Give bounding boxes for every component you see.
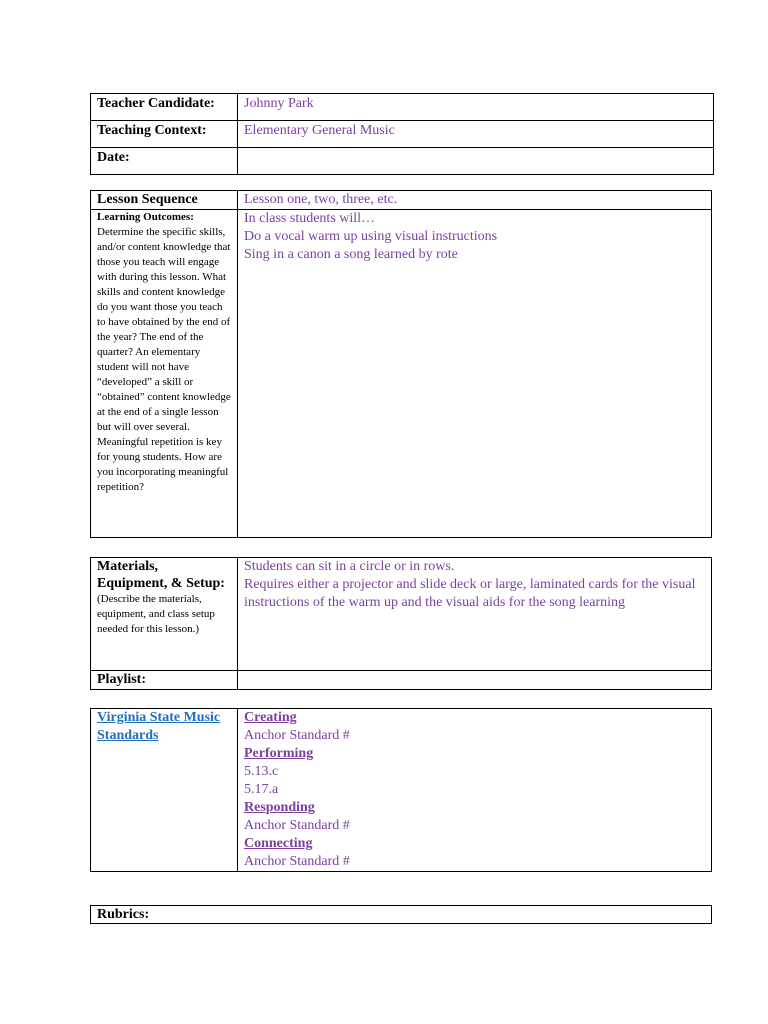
connecting-heading: Connecting: [244, 836, 313, 851]
responding-heading: Responding: [244, 800, 315, 815]
date-label: Date:: [91, 148, 238, 175]
sequence-row: [91, 191, 712, 210]
playlist-value[interactable]: [238, 671, 712, 690]
responding-line: Anchor Standard #: [244, 818, 350, 833]
standards-row: [91, 709, 712, 872]
rubrics-row: [91, 906, 712, 924]
date-value[interactable]: [238, 148, 714, 175]
materials-line: Requires either a projector and slide deck or large, laminated cards for the visual instructions of the warm up and the visual aids for the song learning: [244, 577, 696, 610]
outcomes-value[interactable]: [238, 210, 712, 538]
performing-line: 5.17.a: [244, 782, 279, 797]
performing-heading: Performing: [244, 746, 314, 761]
sequence-value[interactable]: Lesson one, two, three, etc.: [238, 191, 712, 210]
rubrics-table: [90, 905, 712, 924]
lesson-table: [90, 190, 712, 538]
creating-line: Anchor Standard #: [244, 728, 350, 743]
materials-label-cell: [91, 558, 238, 671]
outcomes-label: Learning Outcomes:: [97, 211, 194, 223]
standards-value[interactable]: [238, 709, 712, 872]
outcome-line: Sing in a canon a song learned by rote: [244, 247, 458, 262]
context-row: [91, 121, 714, 148]
performing-line: 5.13.c: [244, 764, 279, 779]
header-table: [90, 93, 714, 175]
outcome-line: Do a vocal warm up using visual instructions: [244, 229, 498, 244]
outcome-line: In class students will…: [244, 211, 376, 226]
materials-line: Students can sit in a circle or in rows.: [244, 559, 455, 574]
outcomes-row: [91, 210, 712, 538]
materials-value[interactable]: [238, 558, 712, 671]
date-row: [91, 148, 714, 175]
outcomes-label-cell: [91, 210, 238, 538]
teacher-row: [91, 94, 714, 121]
materials-row: [91, 558, 712, 671]
teacher-label: Teacher Candidate:: [91, 94, 238, 121]
context-value[interactable]: Elementary General Music: [238, 121, 714, 148]
playlist-label: Playlist:: [91, 671, 238, 690]
materials-label: Materials, Equipment, & Setup:: [97, 559, 225, 591]
teacher-value[interactable]: Johnny Park: [238, 94, 714, 121]
standards-table: [90, 708, 712, 872]
sequence-label: Lesson Sequence: [91, 191, 238, 210]
materials-table: [90, 557, 712, 690]
connecting-line: Anchor Standard #: [244, 854, 350, 869]
standards-label-cell: [91, 709, 238, 872]
virginia-standards-link[interactable]: Virginia State Music Standards: [97, 710, 221, 743]
rubrics-label: Rubrics:: [91, 906, 712, 924]
outcomes-description: Determine the specific skills, and/or content knowledge that those you teach will engage with during this lesson. What skills and content knowledge do you want those you teach to have obtained by the end of the year? The end of the quarter? An elementary student will not have “developed” a skill or “obtained” content knowledge at the end of a single lesson but will over several. Meaningful repetition is key for young students. How are you incorporating meaningful repetition?: [97, 226, 231, 493]
creating-heading: Creating: [244, 710, 297, 725]
context-label: Teaching Context:: [91, 121, 238, 148]
materials-description: (Describe the materials, equipment, and class setup needed for this lesson.): [97, 593, 215, 635]
playlist-row: [91, 671, 712, 690]
